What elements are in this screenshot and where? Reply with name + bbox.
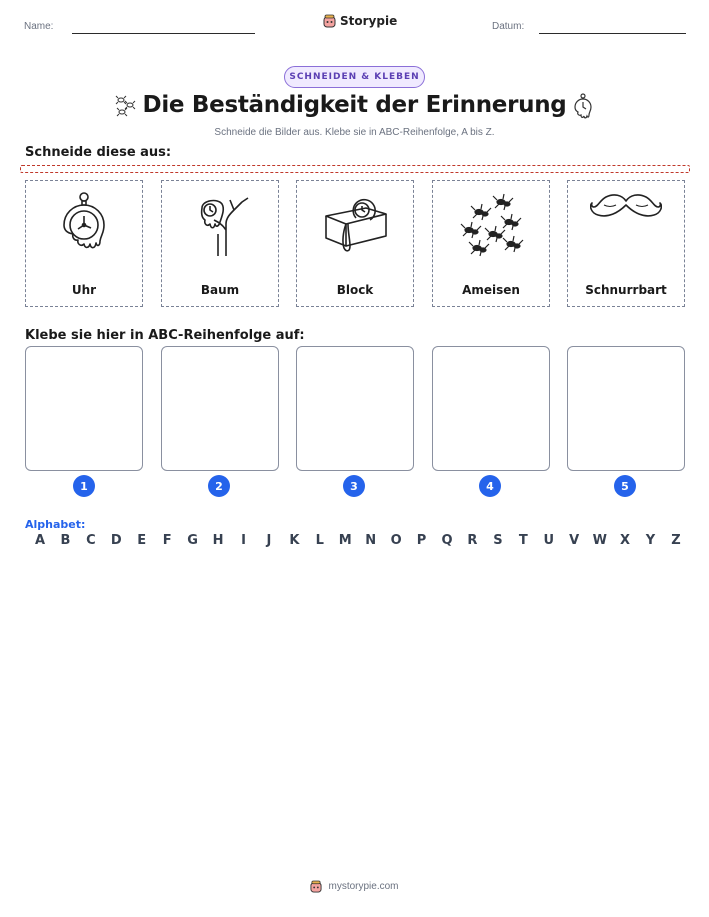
paste-slot-4[interactable] — [432, 346, 550, 471]
footer-url[interactable]: mystorypie.com — [328, 881, 399, 892]
alphabet-letter: T — [518, 533, 528, 548]
alphabet-letter: F — [162, 533, 172, 548]
melting-clock-icon — [26, 187, 142, 263]
alphabet-letter: D — [110, 533, 122, 548]
cut-line — [20, 165, 690, 173]
storypie-mascot-icon — [310, 880, 322, 893]
card-label: Ameisen — [462, 283, 520, 297]
alphabet-letter: R — [467, 533, 478, 548]
paste-slot-5[interactable] — [567, 346, 685, 471]
alphabet-letter: E — [137, 533, 147, 548]
alphabet-letter: X — [620, 533, 631, 548]
alphabet-letter: A — [34, 533, 46, 548]
alphabet-letter: G — [187, 533, 198, 548]
tree-icon — [162, 187, 278, 263]
slot-number-4: 4 — [479, 475, 501, 497]
footer — [0, 880, 709, 893]
alphabet-label: Alphabet: — [25, 518, 86, 531]
cut-card-uhr[interactable] — [25, 180, 143, 307]
brand-logo — [323, 14, 397, 28]
card-label: Uhr — [71, 283, 97, 297]
alphabet-row — [33, 533, 683, 548]
alphabet-letter: U — [543, 533, 555, 548]
alphabet-letter: L — [315, 533, 324, 548]
alphabet-letter: C — [86, 533, 96, 548]
activity-badge: SCHNEIDEN & KLEBEN — [284, 66, 425, 88]
alphabet-letter: Y — [645, 533, 656, 548]
mustache-icon — [568, 187, 684, 263]
storypie-mascot-icon — [323, 14, 336, 28]
alphabet-letter: M — [338, 533, 352, 548]
alphabet-letter: V — [569, 533, 580, 548]
ants-icon — [433, 187, 549, 263]
slot-number-1: 1 — [73, 475, 95, 497]
alphabet-letter: B — [60, 533, 71, 548]
alphabet-letter: H — [212, 533, 224, 548]
card-label: Baum — [200, 283, 240, 297]
alphabet-letter: W — [592, 533, 607, 548]
paste-section-heading: Klebe sie hier in ABC-Reihenfolge auf: — [25, 328, 305, 343]
alphabet-letter: P — [416, 533, 427, 548]
paste-slot-2[interactable] — [161, 346, 279, 471]
cut-card-ameisen[interactable] — [432, 180, 550, 307]
slot-number-3: 3 — [343, 475, 365, 497]
alphabet-letter: O — [390, 533, 402, 548]
page-title: Die Beständigkeit der Erinnerung — [142, 92, 567, 118]
cut-section-heading: Schneide diese aus: — [25, 145, 172, 160]
clock-decoration-icon — [571, 93, 595, 125]
paste-slot-1[interactable] — [25, 346, 143, 471]
date-label: Datum: — [492, 21, 525, 32]
alphabet-letter: S — [493, 533, 503, 548]
paste-slot-3[interactable] — [296, 346, 414, 471]
cut-card-baum[interactable] — [161, 180, 279, 307]
block-icon — [297, 187, 413, 263]
alphabet-letter: N — [365, 533, 377, 548]
cut-card-block[interactable] — [296, 180, 414, 307]
name-label: Name: — [24, 21, 54, 32]
cut-card-schnurrbart[interactable] — [567, 180, 685, 307]
name-line[interactable] — [72, 33, 255, 34]
brand-name: Storypie — [340, 14, 398, 28]
alphabet-letter: Z — [671, 533, 681, 548]
card-label: Block — [336, 283, 374, 297]
date-line[interactable] — [539, 33, 686, 34]
instructions: Schneide die Bilder aus. Klebe sie in ABC-Reihenfolge, A bis Z. — [214, 127, 495, 138]
slot-number-2: 2 — [208, 475, 230, 497]
card-label: Schnurrbart — [585, 283, 667, 297]
alphabet-letter: J — [266, 533, 272, 548]
alphabet-letter: K — [289, 533, 300, 548]
alphabet-letter: I — [241, 533, 246, 548]
alphabet-letter: Q — [441, 533, 453, 548]
slot-number-5: 5 — [614, 475, 636, 497]
